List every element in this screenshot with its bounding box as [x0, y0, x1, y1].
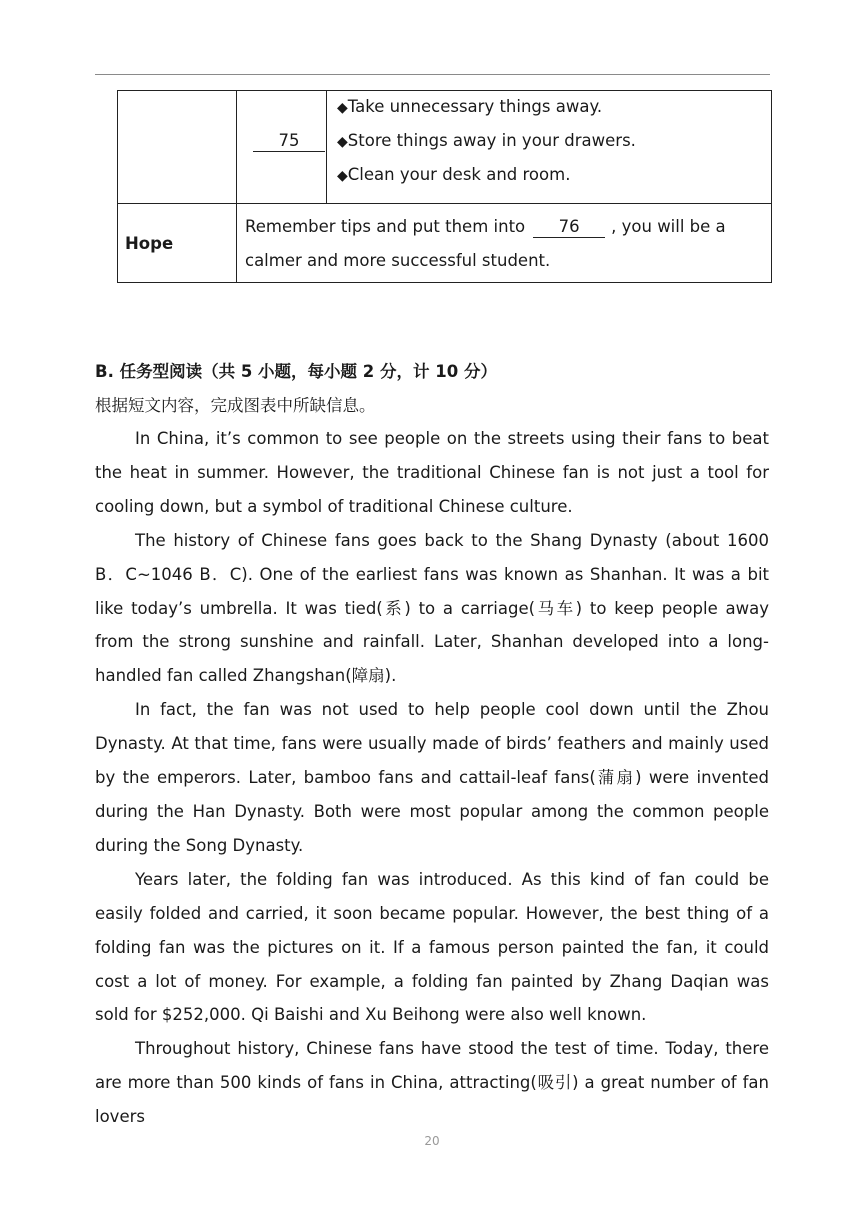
- hope-text: [237, 204, 772, 283]
- bullet-text: Store things away in your drawers.: [347, 131, 636, 150]
- passage-paragraph: In China, it’s common to see people on the streets using their fans to beat the heat in summer. However, the traditional Chinese fan is not just a tool for cooling down, but a symbol of traditional Chinese culture.: [95, 429, 769, 516]
- page-number: 20: [424, 1134, 440, 1148]
- hope-text-before: Remember tips and put them into: [245, 217, 526, 236]
- table-row: [118, 91, 772, 204]
- section-instruction: 根据短文内容，完成图表中所缺信息。: [95, 396, 376, 415]
- list-item: [337, 164, 771, 198]
- list-item: [337, 96, 771, 130]
- bullet-text: Take unnecessary things away.: [347, 97, 603, 116]
- section-title: B. 任务型阅读（共 5 小题，每小题 2 分，计 10 分）: [95, 362, 497, 381]
- passage-paragraph: Years later, the folding fan was introduced. As this kind of fan could be easily folded and carried, it soon became popular. However, the best thing of a folding fan was the pictures on it. If a famous person painted the fan, it could cost a lot of money. For example, a folding fan painted by Zhang Daqian was sold for $252,000. Qi Baishi and Xu Beihong were also well known.: [95, 869, 769, 1025]
- answer-blank-75[interactable]: 75: [253, 131, 325, 152]
- header-rule: [95, 74, 770, 75]
- table-row: [118, 204, 772, 283]
- reading-passage: [95, 422, 769, 1134]
- tips-table: [117, 90, 772, 283]
- passage-paragraph: In fact, the fan was not used to help people cool down until the Zhou Dynasty. At that time, fans were usually made of birds’ feathers and mainly used by the emperors. Later, bamboo fans and cattail-leaf fans(蒲扇) were invented during the Han Dynasty. Both were most popular among the common people during the Song Dynasty.: [95, 700, 769, 855]
- hope-text-after: , you will be a calmer and more successful student.: [245, 217, 726, 270]
- tips-list: [327, 91, 772, 204]
- passage-paragraph: Throughout history, Chinese fans have stood the test of time. Today, there are more than 500 kinds of fans in China, attracting(吸引) a great number of fan lovers: [95, 1039, 769, 1127]
- blank-cell: [237, 91, 327, 204]
- list-item: [337, 130, 771, 164]
- hope-label: Hope: [118, 204, 237, 283]
- passage-paragraph: The history of Chinese fans goes back to the Shang Dynasty (about 1600 B．C~1046 B．C). One of the earliest fans was known as Shanhan. It was a bit like today’s umbrella. It was tied(系) to a carriage(马车) to keep people away from the strong sunshine and rainfall. Later, Shanhan developed into a long-handled fan called Zhangshan(障扇).: [95, 530, 769, 686]
- diamond-bullet-icon: ◆: [337, 168, 348, 184]
- diamond-bullet-icon: ◆: [337, 134, 348, 150]
- answer-blank-76[interactable]: 76: [533, 217, 605, 238]
- diamond-bullet-icon: ◆: [337, 100, 348, 116]
- bullet-text: Clean your desk and room.: [347, 165, 571, 184]
- empty-label-cell: [118, 91, 237, 204]
